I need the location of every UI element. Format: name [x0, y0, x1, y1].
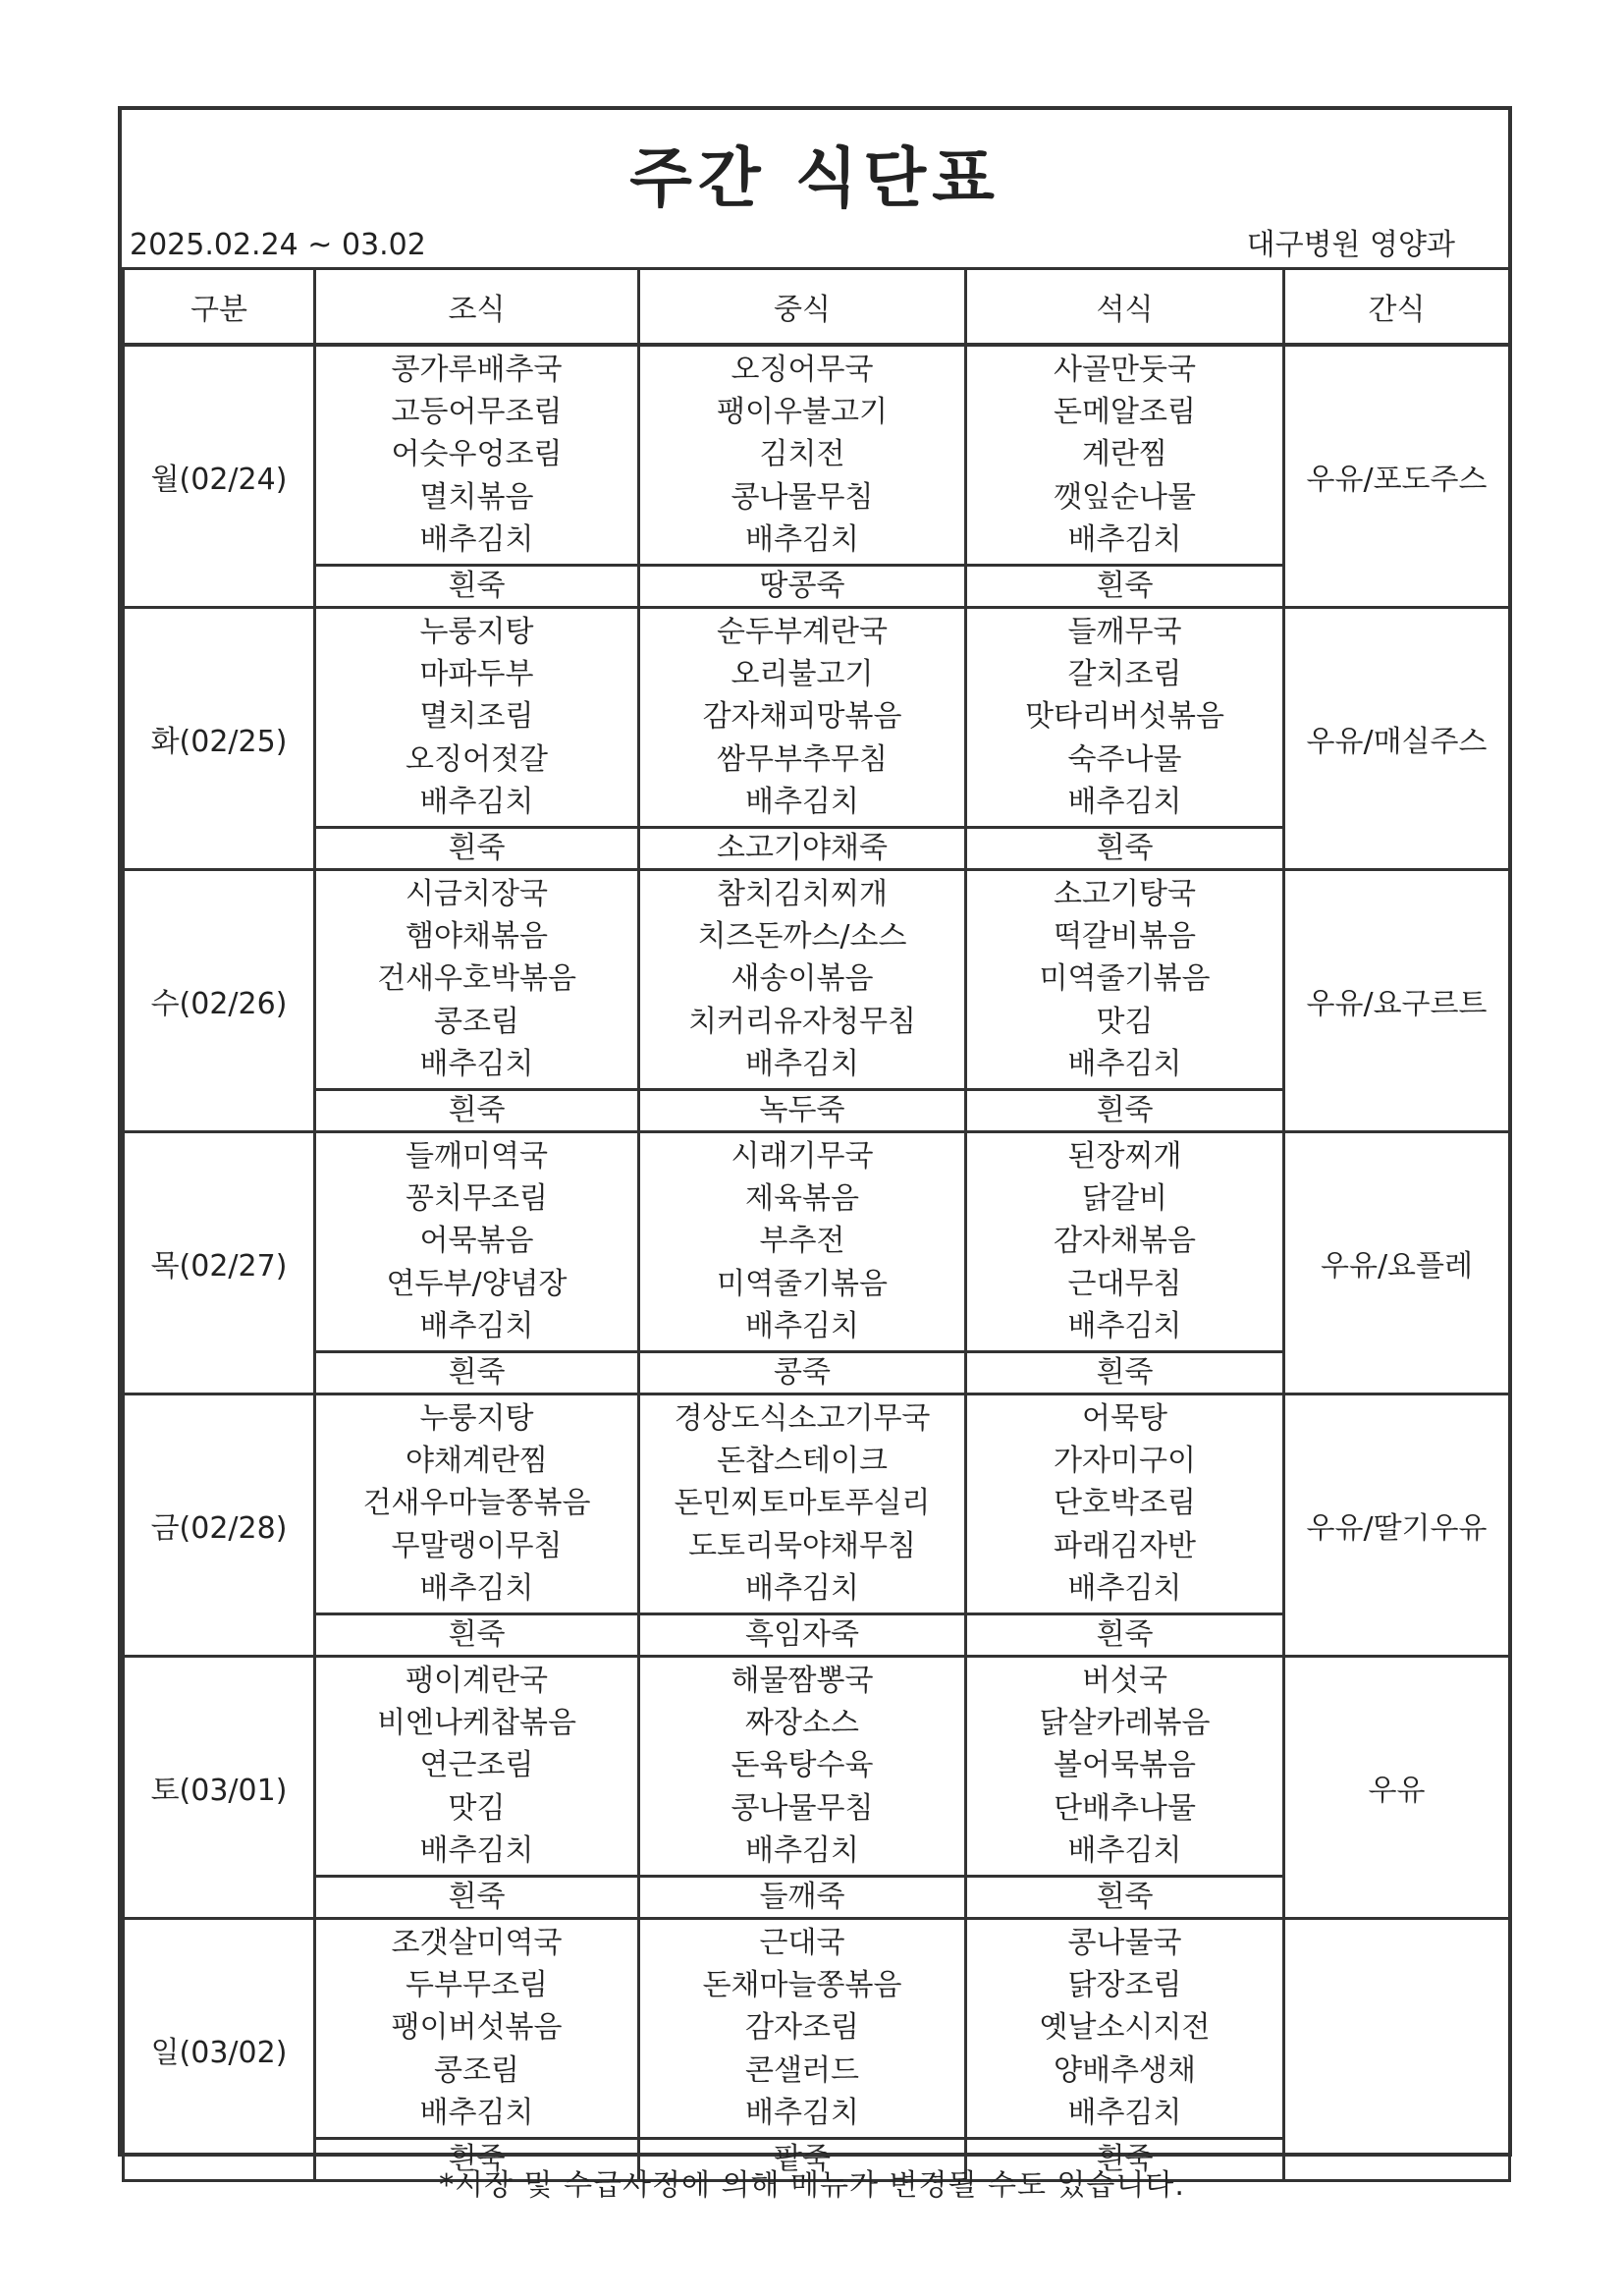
menu-item: 배추김치 [419, 785, 534, 820]
dinner-cell [966, 870, 1284, 1090]
lunch-cell [639, 608, 966, 828]
day-label: 화(02/25) [124, 608, 315, 870]
menu-item: 햄야채볶음 [406, 919, 548, 955]
day-row [124, 345, 1510, 566]
menu-item: 연두부/양념장 [386, 1266, 568, 1301]
dinner-porridge: 흰죽 [966, 828, 1284, 870]
menu-item: 무말랭이무침 [391, 1528, 563, 1563]
menu-item: 소고기탕국 [1054, 876, 1196, 911]
menu-item: 맛김 [448, 1790, 506, 1826]
breakfast-porridge: 흰죽 [315, 566, 639, 608]
menu-item: 배추김치 [745, 1047, 859, 1082]
menu-item: 김치전 [759, 437, 845, 472]
menu-item: 고등어무조림 [391, 395, 563, 430]
breakfast-porridge: 흰죽 [315, 1352, 639, 1394]
dinner-cell [966, 1394, 1284, 1614]
menu-item: 배추김치 [745, 2096, 859, 2131]
menu-item: 볼어묵볶음 [1054, 1748, 1196, 1783]
menu-item: 팽이버섯볶음 [391, 2010, 563, 2046]
dinner-porridge: 흰죽 [966, 566, 1284, 608]
dinner-porridge: 흰죽 [966, 1614, 1284, 1657]
breakfast-cell [315, 1132, 639, 1352]
lunch-list [640, 871, 964, 1088]
snack-cell [1284, 1919, 1510, 2181]
dinner-list [967, 1658, 1282, 1875]
lunch-cell [639, 1132, 966, 1352]
lunch-porridge: 흑임자죽 [639, 1614, 966, 1657]
breakfast-list [316, 1658, 637, 1875]
dinner-cell [966, 1919, 1284, 2139]
menu-item: 양배추생채 [1054, 2052, 1196, 2088]
day-row [124, 1394, 1510, 1614]
menu-item: 배추김치 [1067, 2096, 1182, 2131]
menu-item: 짜장소스 [745, 1706, 859, 1741]
snack-cell: 우유/매실주스 [1284, 608, 1510, 870]
lunch-porridge: 녹두죽 [639, 1090, 966, 1132]
column-header-snack: 간식 [1284, 269, 1510, 346]
menu-item: 어슷우엉조림 [391, 437, 563, 472]
menu-item: 오징어무국 [731, 352, 874, 387]
snack-cell: 우유 [1284, 1657, 1510, 1919]
menu-item: 배추김치 [1067, 1571, 1182, 1607]
menu-item: 들깨무국 [1067, 614, 1182, 649]
dinner-list [967, 609, 1282, 826]
lunch-list [640, 1133, 964, 1350]
menu-item: 부추전 [759, 1224, 845, 1259]
menu-item: 배추김치 [745, 1309, 859, 1344]
menu-item: 배추김치 [419, 2096, 534, 2131]
menu-item: 어묵볶음 [419, 1224, 534, 1259]
menu-item: 닭갈비 [1082, 1181, 1167, 1217]
menu-item: 돈채마늘쫑볶음 [702, 1968, 902, 2003]
menu-item: 근대국 [759, 1925, 845, 1960]
dinner-cell [966, 345, 1284, 566]
menu-item: 배추김치 [745, 522, 859, 558]
dinner-porridge: 흰죽 [966, 1090, 1284, 1132]
menu-item: 배추김치 [1067, 785, 1182, 820]
menu-item: 배추김치 [419, 1571, 534, 1607]
menu-item: 배추김치 [745, 1833, 859, 1869]
breakfast-cell [315, 1394, 639, 1614]
menu-item: 돈육탕수육 [731, 1748, 874, 1783]
menu-item: 팽이계란국 [406, 1663, 548, 1698]
menu-item: 배추김치 [1067, 522, 1182, 558]
lunch-cell [639, 1394, 966, 1614]
lunch-list [640, 609, 964, 826]
lunch-cell [639, 1919, 966, 2139]
menu-item: 미역줄기볶음 [717, 1266, 888, 1301]
breakfast-list [316, 871, 637, 1088]
breakfast-cell [315, 1657, 639, 1877]
menu-item: 시금치장국 [406, 876, 548, 911]
lunch-list [640, 1395, 964, 1613]
menu-item: 맛타리버섯볶음 [1025, 699, 1224, 735]
menu-item: 건새우마늘쫑볶음 [362, 1486, 591, 1521]
menu-item: 야채계란찜 [406, 1444, 548, 1479]
menu-item: 제육볶음 [745, 1181, 859, 1217]
dinner-list [967, 871, 1282, 1088]
menu-item: 멸치조림 [419, 699, 534, 735]
lunch-cell [639, 345, 966, 566]
breakfast-porridge: 흰죽 [315, 2139, 639, 2181]
breakfast-list [316, 609, 637, 826]
dinner-cell [966, 1132, 1284, 1352]
menu-sheet [118, 106, 1512, 2176]
day-row [124, 870, 1510, 1090]
breakfast-cell [315, 345, 639, 566]
menu-item: 감자조림 [745, 2010, 859, 2046]
breakfast-porridge: 흰죽 [315, 1090, 639, 1132]
menu-item: 콩조림 [434, 1004, 519, 1039]
day-label: 수(02/26) [124, 870, 315, 1132]
menu-item: 치즈돈까스/소스 [697, 919, 907, 955]
column-header-category: 구분 [124, 269, 315, 346]
menu-item: 배추김치 [745, 785, 859, 820]
menu-item: 배추김치 [1067, 1047, 1182, 1082]
day-label: 일(03/02) [124, 1919, 315, 2181]
day-label: 목(02/27) [124, 1132, 315, 1394]
menu-item: 배추김치 [419, 522, 534, 558]
day-row [124, 1919, 1510, 2139]
day-row [124, 608, 1510, 828]
menu-item: 어묵탕 [1082, 1400, 1167, 1436]
menu-item: 누룽지탕 [419, 614, 534, 649]
menu-item: 누룽지탕 [419, 1400, 534, 1436]
menu-item: 쌈무부추무침 [717, 741, 888, 777]
menu-item: 옛날소시지전 [1039, 2010, 1211, 2046]
dinner-list [967, 347, 1282, 564]
weekly-menu-table [122, 267, 1511, 2182]
lunch-cell [639, 870, 966, 1090]
dinner-cell [966, 608, 1284, 828]
menu-item: 배추김치 [1067, 1833, 1182, 1869]
column-header-dinner: 석식 [966, 269, 1284, 346]
page-title: 주간 식단표 [629, 140, 1001, 216]
menu-item: 가자미구이 [1054, 1444, 1196, 1479]
menu-item: 건새우호박볶음 [377, 961, 576, 997]
lunch-list [640, 1920, 964, 2137]
breakfast-list [316, 1920, 637, 2137]
breakfast-porridge: 흰죽 [315, 828, 639, 870]
menu-item: 콩조림 [434, 2052, 519, 2088]
menu-item: 된장찌개 [1067, 1138, 1182, 1174]
menu-item: 들깨미역국 [406, 1138, 548, 1174]
menu-item: 마파두부 [419, 657, 534, 692]
breakfast-list [316, 347, 637, 564]
column-header-breakfast: 조식 [315, 269, 639, 346]
menu-item: 감자채볶음 [1054, 1224, 1196, 1259]
menu-item: 계란찜 [1082, 437, 1167, 472]
lunch-porridge: 콩죽 [639, 1352, 966, 1394]
menu-item: 사골만둣국 [1054, 352, 1196, 387]
menu-item: 오징어젓갈 [406, 741, 548, 777]
snack-cell: 우유/요구르트 [1284, 870, 1510, 1132]
breakfast-list [316, 1395, 637, 1613]
menu-item: 감자채피망볶음 [702, 699, 902, 735]
breakfast-porridge: 흰죽 [315, 1877, 639, 1919]
day-row [124, 1657, 1510, 1877]
table-body [124, 345, 1510, 2181]
menu-item: 배추김치 [419, 1309, 534, 1344]
department-name: 대구병원 영양과 [1246, 228, 1455, 262]
menu-item: 닭살카레볶음 [1039, 1706, 1211, 1741]
menu-item: 단호박조림 [1054, 1486, 1196, 1521]
day-row [124, 1132, 1510, 1352]
menu-item: 새송이볶음 [731, 961, 874, 997]
breakfast-cell [315, 608, 639, 828]
day-label: 토(03/01) [124, 1657, 315, 1919]
column-header-lunch: 중식 [639, 269, 966, 346]
menu-item: 해물짬뽕국 [731, 1663, 874, 1698]
dinner-porridge: 흰죽 [966, 1877, 1284, 1919]
menu-item: 도토리묵야채무침 [688, 1528, 916, 1563]
day-label: 금(02/28) [124, 1394, 315, 1657]
dinner-list [967, 1133, 1282, 1350]
breakfast-cell [315, 1919, 639, 2139]
lunch-list [640, 347, 964, 564]
menu-item: 배추김치 [1067, 1309, 1182, 1344]
menu-item: 치커리유자청무침 [688, 1004, 916, 1039]
menu-item: 돈민찌토마토푸실리 [674, 1486, 931, 1521]
menu-item: 연근조림 [419, 1748, 534, 1783]
lunch-porridge: 땅콩죽 [639, 566, 966, 608]
menu-item: 콩가루배추국 [391, 352, 563, 387]
date-range: 2025.02.24 ~ 03.02 [130, 228, 426, 262]
menu-item: 배추김치 [745, 1571, 859, 1607]
menu-item: 멸치볶음 [419, 479, 534, 515]
menu-item: 콘샐러드 [745, 2052, 859, 2088]
menu-item: 비엔나케찹볶음 [377, 1706, 576, 1741]
menu-item: 콩나물무침 [731, 1790, 874, 1826]
menu-item: 콩나물국 [1067, 1925, 1182, 1960]
snack-cell: 우유/딸기우유 [1284, 1394, 1510, 1657]
menu-item: 조갯살미역국 [391, 1925, 563, 1960]
menu-item: 깻잎순나물 [1054, 479, 1196, 515]
breakfast-list [316, 1133, 637, 1350]
menu-item: 참치김치찌개 [717, 876, 888, 911]
dinner-porridge: 흰죽 [966, 2139, 1284, 2181]
menu-item: 순두부계란국 [717, 614, 888, 649]
snack-cell: 우유/요플레 [1284, 1132, 1510, 1394]
menu-item: 시래기무국 [731, 1138, 874, 1174]
menu-item: 맛김 [1096, 1004, 1154, 1039]
menu-item: 두부무조림 [406, 1968, 548, 2003]
menu-item: 파래김자반 [1054, 1528, 1196, 1563]
menu-item: 갈치조림 [1067, 657, 1182, 692]
day-label: 월(02/24) [124, 345, 315, 608]
menu-item: 배추김치 [419, 1047, 534, 1082]
snack-cell: 우유/포도주스 [1284, 345, 1510, 608]
menu-item: 닭장조림 [1067, 1968, 1182, 2003]
lunch-porridge: 소고기야채죽 [639, 828, 966, 870]
breakfast-cell [315, 870, 639, 1090]
menu-item: 오리불고기 [731, 657, 874, 692]
dinner-cell [966, 1657, 1284, 1877]
menu-item: 배추김치 [419, 1833, 534, 1869]
footer-note: *시장 및 수급사정에 의해 메뉴가 변경될 수도 있습니다. [439, 2168, 1185, 2203]
lunch-porridge: 들깨죽 [639, 1877, 966, 1919]
menu-item: 돈찹스테이크 [717, 1444, 888, 1479]
menu-item: 근대무침 [1067, 1266, 1182, 1301]
lunch-porridge: 팥죽 [639, 2139, 966, 2181]
dinner-list [967, 1920, 1282, 2137]
menu-item: 미역줄기볶음 [1039, 961, 1211, 997]
menu-item: 숙주나물 [1067, 741, 1182, 777]
table-header-row [124, 269, 1510, 346]
lunch-cell [639, 1657, 966, 1877]
menu-item: 콩나물무침 [731, 479, 874, 515]
menu-item: 버섯국 [1082, 1663, 1167, 1698]
menu-item: 떡갈비볶음 [1054, 919, 1196, 955]
menu-item: 팽이우불고기 [717, 395, 888, 430]
lunch-list [640, 1658, 964, 1875]
menu-item: 돈메알조림 [1054, 395, 1196, 430]
menu-item: 꽁치무조림 [406, 1181, 548, 1217]
menu-item: 단배추나물 [1054, 1790, 1196, 1826]
menu-item: 경상도식소고기무국 [674, 1400, 931, 1436]
breakfast-porridge: 흰죽 [315, 1614, 639, 1657]
dinner-list [967, 1395, 1282, 1613]
dinner-porridge: 흰죽 [966, 1352, 1284, 1394]
